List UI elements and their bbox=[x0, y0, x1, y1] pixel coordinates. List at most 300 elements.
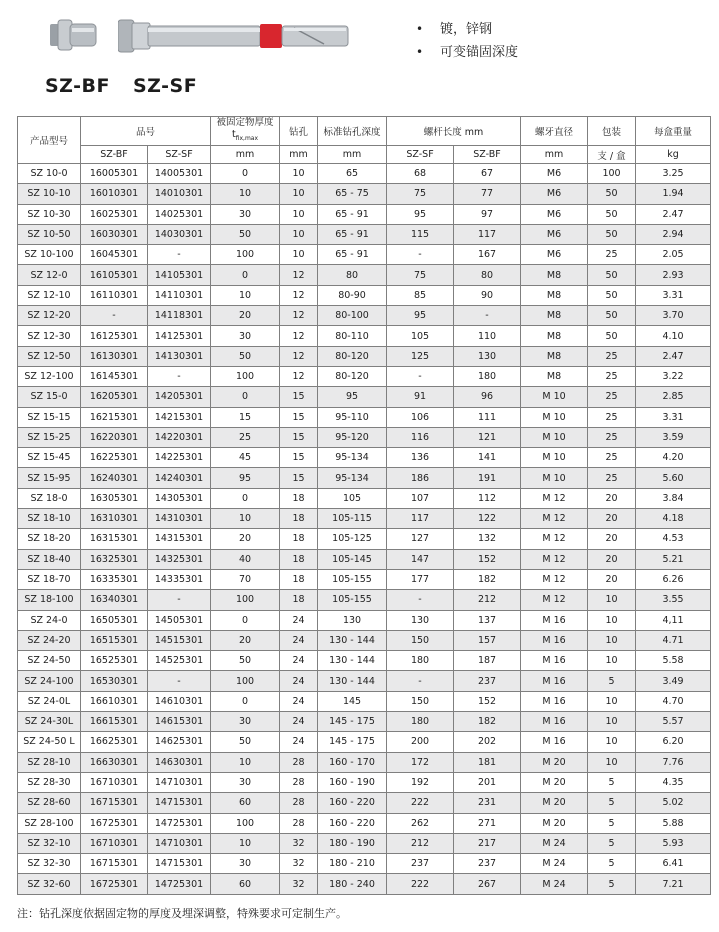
table-cell: 180 bbox=[387, 712, 454, 732]
table-cell: 2.05 bbox=[636, 245, 711, 265]
table-cell: 222 bbox=[387, 874, 454, 894]
table-cell: 2.47 bbox=[636, 204, 711, 224]
table-cell: - bbox=[387, 590, 454, 610]
table-cell: 30 bbox=[211, 204, 280, 224]
table-body bbox=[18, 164, 711, 895]
table-cell: 130 bbox=[387, 610, 454, 630]
table-cell: 50 bbox=[588, 285, 636, 305]
table-cell: 18 bbox=[280, 529, 318, 549]
table-cell: M 24 bbox=[521, 854, 588, 874]
table-cell: M 16 bbox=[521, 651, 588, 671]
table-cell: 91 bbox=[387, 387, 454, 407]
table-cell: SZ 24-50 bbox=[18, 651, 81, 671]
fix-thickness-subscript: fix,max bbox=[235, 134, 259, 142]
table-cell: 110 bbox=[454, 326, 521, 346]
table-cell: 18 bbox=[280, 590, 318, 610]
table-cell: 10 bbox=[588, 712, 636, 732]
table-cell: 10 bbox=[280, 184, 318, 204]
table-cell: SZ 32-60 bbox=[18, 874, 81, 894]
subheader-cell: mm bbox=[318, 146, 387, 164]
table-cell: 5 bbox=[588, 874, 636, 894]
table-cell: 95-134 bbox=[318, 468, 387, 488]
subheader-cell: 支 / 盒 bbox=[588, 146, 636, 164]
table-cell: 6.26 bbox=[636, 569, 711, 589]
table-cell: 117 bbox=[387, 509, 454, 529]
sz-sf-product-image bbox=[118, 14, 358, 58]
table-cell: M 20 bbox=[521, 813, 588, 833]
table-cell: 10 bbox=[280, 204, 318, 224]
table-cell: 14335301 bbox=[148, 569, 211, 589]
table-cell: 20 bbox=[588, 529, 636, 549]
table-cell: 12 bbox=[280, 326, 318, 346]
table-cell: 1.94 bbox=[636, 184, 711, 204]
table-cell: 14315301 bbox=[148, 529, 211, 549]
table-row bbox=[18, 691, 711, 711]
table-cell: 0 bbox=[211, 610, 280, 630]
table-cell: 14615301 bbox=[148, 712, 211, 732]
table-cell: 14205301 bbox=[148, 387, 211, 407]
table-cell: 141 bbox=[454, 448, 521, 468]
header-drill: 钻孔 bbox=[280, 117, 318, 146]
table-cell: M 16 bbox=[521, 712, 588, 732]
table-cell: 127 bbox=[387, 529, 454, 549]
table-cell: 65 - 91 bbox=[318, 224, 387, 244]
table-cell: 68 bbox=[387, 164, 454, 184]
table-cell: 160 - 220 bbox=[318, 813, 387, 833]
table-cell: M 20 bbox=[521, 793, 588, 813]
table-row bbox=[18, 630, 711, 650]
table-cell: 152 bbox=[454, 691, 521, 711]
table-cell: 4.18 bbox=[636, 509, 711, 529]
subheader-cell: mm bbox=[211, 146, 280, 164]
table-cell: 95 bbox=[211, 468, 280, 488]
table-cell: 106 bbox=[387, 407, 454, 427]
table-row bbox=[18, 833, 711, 853]
table-cell: M 10 bbox=[521, 387, 588, 407]
table-cell: 95 bbox=[318, 387, 387, 407]
table-cell: 202 bbox=[454, 732, 521, 752]
table-cell: 95-134 bbox=[318, 448, 387, 468]
table-cell: 172 bbox=[387, 752, 454, 772]
spec-table bbox=[17, 116, 711, 895]
table-cell: SZ 12-0 bbox=[18, 265, 81, 285]
table-cell: 7.21 bbox=[636, 874, 711, 894]
table-cell: 14025301 bbox=[148, 204, 211, 224]
table-cell: 16615301 bbox=[81, 712, 148, 732]
table-cell: 267 bbox=[454, 874, 521, 894]
table-cell: 16125301 bbox=[81, 326, 148, 346]
table-cell: SZ 15-25 bbox=[18, 427, 81, 447]
table-cell: M 12 bbox=[521, 590, 588, 610]
table-cell: 24 bbox=[280, 610, 318, 630]
table-cell: 4.20 bbox=[636, 448, 711, 468]
table-cell: 15 bbox=[280, 468, 318, 488]
table-cell: 50 bbox=[588, 306, 636, 326]
table-cell: 14010301 bbox=[148, 184, 211, 204]
table-cell: M8 bbox=[521, 346, 588, 366]
table-cell: 96 bbox=[454, 387, 521, 407]
table-cell: 25 bbox=[588, 346, 636, 366]
table-cell: 5 bbox=[588, 772, 636, 792]
table-row bbox=[18, 569, 711, 589]
table-cell: 15 bbox=[211, 407, 280, 427]
table-row bbox=[18, 346, 711, 366]
table-cell: 192 bbox=[387, 772, 454, 792]
table-cell: 16715301 bbox=[81, 793, 148, 813]
table-cell: 16225301 bbox=[81, 448, 148, 468]
table-cell: 181 bbox=[454, 752, 521, 772]
table-cell: 5.57 bbox=[636, 712, 711, 732]
table-cell: 50 bbox=[588, 184, 636, 204]
table-cell: 16625301 bbox=[81, 732, 148, 752]
table-cell: - bbox=[148, 245, 211, 265]
table-row bbox=[18, 529, 711, 549]
table-cell: 80-100 bbox=[318, 306, 387, 326]
table-cell: 237 bbox=[454, 671, 521, 691]
table-cell: 95-110 bbox=[318, 407, 387, 427]
table-row bbox=[18, 854, 711, 874]
table-row bbox=[18, 306, 711, 326]
table-cell: 28 bbox=[280, 813, 318, 833]
table-cell: 16005301 bbox=[81, 164, 148, 184]
table-cell: 167 bbox=[454, 245, 521, 265]
anchor-bolt-long-icon bbox=[118, 14, 358, 58]
table-cell: 182 bbox=[454, 569, 521, 589]
table-cell: M6 bbox=[521, 164, 588, 184]
table-row bbox=[18, 752, 711, 772]
table-cell: 145 - 175 bbox=[318, 732, 387, 752]
table-cell: 16725301 bbox=[81, 813, 148, 833]
table-cell: - bbox=[148, 590, 211, 610]
table-cell: 222 bbox=[387, 793, 454, 813]
table-cell: 16010301 bbox=[81, 184, 148, 204]
table-row bbox=[18, 387, 711, 407]
table-cell: 14725301 bbox=[148, 813, 211, 833]
table-cell: 5.60 bbox=[636, 468, 711, 488]
table-cell: 40 bbox=[211, 549, 280, 569]
table-cell: 6.20 bbox=[636, 732, 711, 752]
table-cell: 2.93 bbox=[636, 265, 711, 285]
table-cell: M 10 bbox=[521, 427, 588, 447]
table-cell: M 16 bbox=[521, 610, 588, 630]
table-cell: 14130301 bbox=[148, 346, 211, 366]
table-cell: 80-120 bbox=[318, 346, 387, 366]
table-cell: 137 bbox=[454, 610, 521, 630]
table-cell: SZ 15-95 bbox=[18, 468, 81, 488]
table-cell: 77 bbox=[454, 184, 521, 204]
table-cell: M 10 bbox=[521, 407, 588, 427]
table-cell: 105-125 bbox=[318, 529, 387, 549]
table-cell: - bbox=[387, 366, 454, 386]
header-weight: 每盒重量 bbox=[636, 117, 711, 146]
table-cell: SZ 28-30 bbox=[18, 772, 81, 792]
footnote: 注：钻孔深度依据固定物的厚度及埋深调整，特殊要求可定制生产。 bbox=[17, 907, 347, 920]
table-cell: 4.53 bbox=[636, 529, 711, 549]
table-cell: 14710301 bbox=[148, 772, 211, 792]
table-cell: 187 bbox=[454, 651, 521, 671]
table-cell: 20 bbox=[211, 306, 280, 326]
table-cell: 50 bbox=[211, 651, 280, 671]
table-cell: 0 bbox=[211, 387, 280, 407]
table-cell: M 24 bbox=[521, 874, 588, 894]
table-cell: 10 bbox=[211, 509, 280, 529]
table-cell: 50 bbox=[588, 224, 636, 244]
table-cell: 20 bbox=[588, 549, 636, 569]
table-cell: 24 bbox=[280, 732, 318, 752]
table-cell: 16515301 bbox=[81, 630, 148, 650]
table-cell: 3.59 bbox=[636, 427, 711, 447]
table-cell: 105-155 bbox=[318, 569, 387, 589]
table-cell: 237 bbox=[454, 854, 521, 874]
table-cell: 16130301 bbox=[81, 346, 148, 366]
table-cell: 28 bbox=[280, 772, 318, 792]
table-cell: SZ 12-10 bbox=[18, 285, 81, 305]
table-row bbox=[18, 874, 711, 894]
table-cell: M 16 bbox=[521, 630, 588, 650]
table-cell: 25 bbox=[588, 245, 636, 265]
table-cell: 4.35 bbox=[636, 772, 711, 792]
header-pack: 包装 bbox=[588, 117, 636, 146]
table-cell: 50 bbox=[211, 732, 280, 752]
table-cell: 180 - 190 bbox=[318, 833, 387, 853]
table-cell: M6 bbox=[521, 245, 588, 265]
table-cell: 25 bbox=[588, 427, 636, 447]
table-cell: 80 bbox=[318, 265, 387, 285]
table-cell: 12 bbox=[280, 265, 318, 285]
table-row bbox=[18, 793, 711, 813]
subheader-cell: SZ-BF bbox=[454, 146, 521, 164]
table-cell: 50 bbox=[588, 204, 636, 224]
table-cell: SZ 24-30L bbox=[18, 712, 81, 732]
table-cell: SZ 10-100 bbox=[18, 245, 81, 265]
table-cell: 122 bbox=[454, 509, 521, 529]
table-cell: SZ 24-0L bbox=[18, 691, 81, 711]
table-cell: 10 bbox=[211, 184, 280, 204]
table-row bbox=[18, 468, 711, 488]
table-cell: 145 - 175 bbox=[318, 712, 387, 732]
table-cell: M6 bbox=[521, 184, 588, 204]
table-row bbox=[18, 448, 711, 468]
table-cell: 16045301 bbox=[81, 245, 148, 265]
table-cell: 32 bbox=[280, 874, 318, 894]
table-cell: M8 bbox=[521, 326, 588, 346]
table-cell: 80-120 bbox=[318, 366, 387, 386]
table-cell: 157 bbox=[454, 630, 521, 650]
table-cell: 0 bbox=[211, 265, 280, 285]
table-row bbox=[18, 407, 711, 427]
table-cell: 14005301 bbox=[148, 164, 211, 184]
table-cell: 14110301 bbox=[148, 285, 211, 305]
table-row bbox=[18, 732, 711, 752]
table-cell: 30 bbox=[211, 712, 280, 732]
table-cell: M 12 bbox=[521, 488, 588, 508]
table-cell: 0 bbox=[211, 488, 280, 508]
table-cell: 16710301 bbox=[81, 772, 148, 792]
table-cell: 180 - 210 bbox=[318, 854, 387, 874]
table-cell: 16710301 bbox=[81, 833, 148, 853]
table-cell: - bbox=[387, 245, 454, 265]
table-cell: 30 bbox=[211, 854, 280, 874]
table-cell: M8 bbox=[521, 306, 588, 326]
table-cell: 132 bbox=[454, 529, 521, 549]
table-cell: - bbox=[148, 671, 211, 691]
table-cell: SZ 12-100 bbox=[18, 366, 81, 386]
table-cell: 201 bbox=[454, 772, 521, 792]
table-cell: 14125301 bbox=[148, 326, 211, 346]
table-cell: 10 bbox=[211, 833, 280, 853]
table-cell: 150 bbox=[387, 691, 454, 711]
table-cell: 121 bbox=[454, 427, 521, 447]
table-cell: 14215301 bbox=[148, 407, 211, 427]
table-row bbox=[18, 488, 711, 508]
table-cell: 14220301 bbox=[148, 427, 211, 447]
table-cell: 20 bbox=[588, 509, 636, 529]
table-cell: 16340301 bbox=[81, 590, 148, 610]
subheader-cell: mm bbox=[521, 146, 588, 164]
table-cell: 10 bbox=[588, 732, 636, 752]
table-cell: 180 bbox=[387, 651, 454, 671]
feature-item bbox=[416, 18, 518, 41]
table-cell: 0 bbox=[211, 691, 280, 711]
table-cell: 95 bbox=[387, 306, 454, 326]
table-cell: 105-155 bbox=[318, 590, 387, 610]
table-cell: 16030301 bbox=[81, 224, 148, 244]
table-cell: SZ 24-20 bbox=[18, 630, 81, 650]
table-cell: 3.49 bbox=[636, 671, 711, 691]
table-cell: 180 - 240 bbox=[318, 874, 387, 894]
table-cell: SZ 15-0 bbox=[18, 387, 81, 407]
table-cell: 16525301 bbox=[81, 651, 148, 671]
table-cell: 130 - 144 bbox=[318, 671, 387, 691]
table-cell: 65 - 91 bbox=[318, 204, 387, 224]
table-cell: 16305301 bbox=[81, 488, 148, 508]
table-cell: M 16 bbox=[521, 691, 588, 711]
table-cell: 95 bbox=[387, 204, 454, 224]
table-cell: 182 bbox=[454, 712, 521, 732]
table-cell: SZ 10-0 bbox=[18, 164, 81, 184]
table-cell: 262 bbox=[387, 813, 454, 833]
table-cell: 3.70 bbox=[636, 306, 711, 326]
table-cell: M6 bbox=[521, 204, 588, 224]
table-cell: 20 bbox=[211, 529, 280, 549]
table-cell: 80 bbox=[454, 265, 521, 285]
table-cell: 16610301 bbox=[81, 691, 148, 711]
table-cell: 212 bbox=[387, 833, 454, 853]
table-cell: SZ 32-10 bbox=[18, 833, 81, 853]
table-cell: 14240301 bbox=[148, 468, 211, 488]
table-row bbox=[18, 245, 711, 265]
table-cell: 3.31 bbox=[636, 285, 711, 305]
table-cell: 152 bbox=[454, 549, 521, 569]
table-cell: M 16 bbox=[521, 732, 588, 752]
table-cell: 130 bbox=[454, 346, 521, 366]
table-cell: SZ 28-10 bbox=[18, 752, 81, 772]
table-cell: 10 bbox=[280, 164, 318, 184]
table-cell: 4.70 bbox=[636, 691, 711, 711]
table-cell: 5 bbox=[588, 833, 636, 853]
table-cell: 16630301 bbox=[81, 752, 148, 772]
table-cell: M 10 bbox=[521, 448, 588, 468]
table-cell: 130 bbox=[318, 610, 387, 630]
table-cell: 5.58 bbox=[636, 651, 711, 671]
product-header bbox=[0, 0, 719, 110]
table-cell: 15 bbox=[280, 407, 318, 427]
table-cell: 67 bbox=[454, 164, 521, 184]
table-cell: 100 bbox=[211, 590, 280, 610]
table-cell: 10 bbox=[588, 630, 636, 650]
table-cell: 65 bbox=[318, 164, 387, 184]
sz-bf-label: SZ-BF bbox=[45, 75, 110, 97]
table-cell: 3.55 bbox=[636, 590, 711, 610]
table-cell: SZ 18-70 bbox=[18, 569, 81, 589]
table-cell: 14118301 bbox=[148, 306, 211, 326]
table-cell: 116 bbox=[387, 427, 454, 447]
table-row bbox=[18, 164, 711, 184]
table-cell: 80-110 bbox=[318, 326, 387, 346]
bullet-icon: • bbox=[416, 22, 424, 36]
table-cell: 50 bbox=[588, 326, 636, 346]
table-cell: SZ 18-100 bbox=[18, 590, 81, 610]
subheader-cell: SZ-SF bbox=[387, 146, 454, 164]
table-cell: 16325301 bbox=[81, 549, 148, 569]
table-cell: 6.41 bbox=[636, 854, 711, 874]
table-cell: 24 bbox=[280, 691, 318, 711]
table-cell: SZ 32-30 bbox=[18, 854, 81, 874]
header-drill-depth: 标准钻孔深度 bbox=[318, 117, 387, 146]
table-cell: 18 bbox=[280, 549, 318, 569]
table-cell: M 16 bbox=[521, 671, 588, 691]
table-cell: - bbox=[454, 306, 521, 326]
table-cell: 18 bbox=[280, 569, 318, 589]
table-cell: 271 bbox=[454, 813, 521, 833]
table-cell: 2.94 bbox=[636, 224, 711, 244]
table-row bbox=[18, 224, 711, 244]
table-cell: 30 bbox=[211, 326, 280, 346]
table-cell: 136 bbox=[387, 448, 454, 468]
subheader-row bbox=[18, 146, 711, 164]
table-cell: 16110301 bbox=[81, 285, 148, 305]
table-cell: 25 bbox=[588, 468, 636, 488]
table-row bbox=[18, 590, 711, 610]
table-cell: 2.85 bbox=[636, 387, 711, 407]
table-cell: 16310301 bbox=[81, 509, 148, 529]
table-cell: 20 bbox=[588, 569, 636, 589]
table-cell: 80-90 bbox=[318, 285, 387, 305]
sz-bf-product-image bbox=[48, 8, 100, 60]
table-cell: 100 bbox=[588, 164, 636, 184]
table-cell: 14030301 bbox=[148, 224, 211, 244]
table-cell: M8 bbox=[521, 285, 588, 305]
table-cell: 14225301 bbox=[148, 448, 211, 468]
anchor-bolt-short-icon bbox=[48, 8, 100, 60]
table-cell: 107 bbox=[387, 488, 454, 508]
table-cell: 105-145 bbox=[318, 549, 387, 569]
table-cell: 180 bbox=[454, 366, 521, 386]
table-cell: SZ 28-100 bbox=[18, 813, 81, 833]
table-cell: 24 bbox=[280, 651, 318, 671]
table-cell: 28 bbox=[280, 793, 318, 813]
table-cell: 50 bbox=[588, 265, 636, 285]
table-cell: SZ 24-100 bbox=[18, 671, 81, 691]
header-bolt-length: 螺杆长度 mm bbox=[387, 117, 521, 146]
table-cell: 16205301 bbox=[81, 387, 148, 407]
table-cell: 14710301 bbox=[148, 833, 211, 853]
feature-text: 镀，锌钢 bbox=[440, 22, 493, 37]
table-cell: M8 bbox=[521, 265, 588, 285]
sz-sf-label: SZ-SF bbox=[133, 75, 198, 97]
table-cell: SZ 18-40 bbox=[18, 549, 81, 569]
subheader-cell: SZ-SF bbox=[148, 146, 211, 164]
